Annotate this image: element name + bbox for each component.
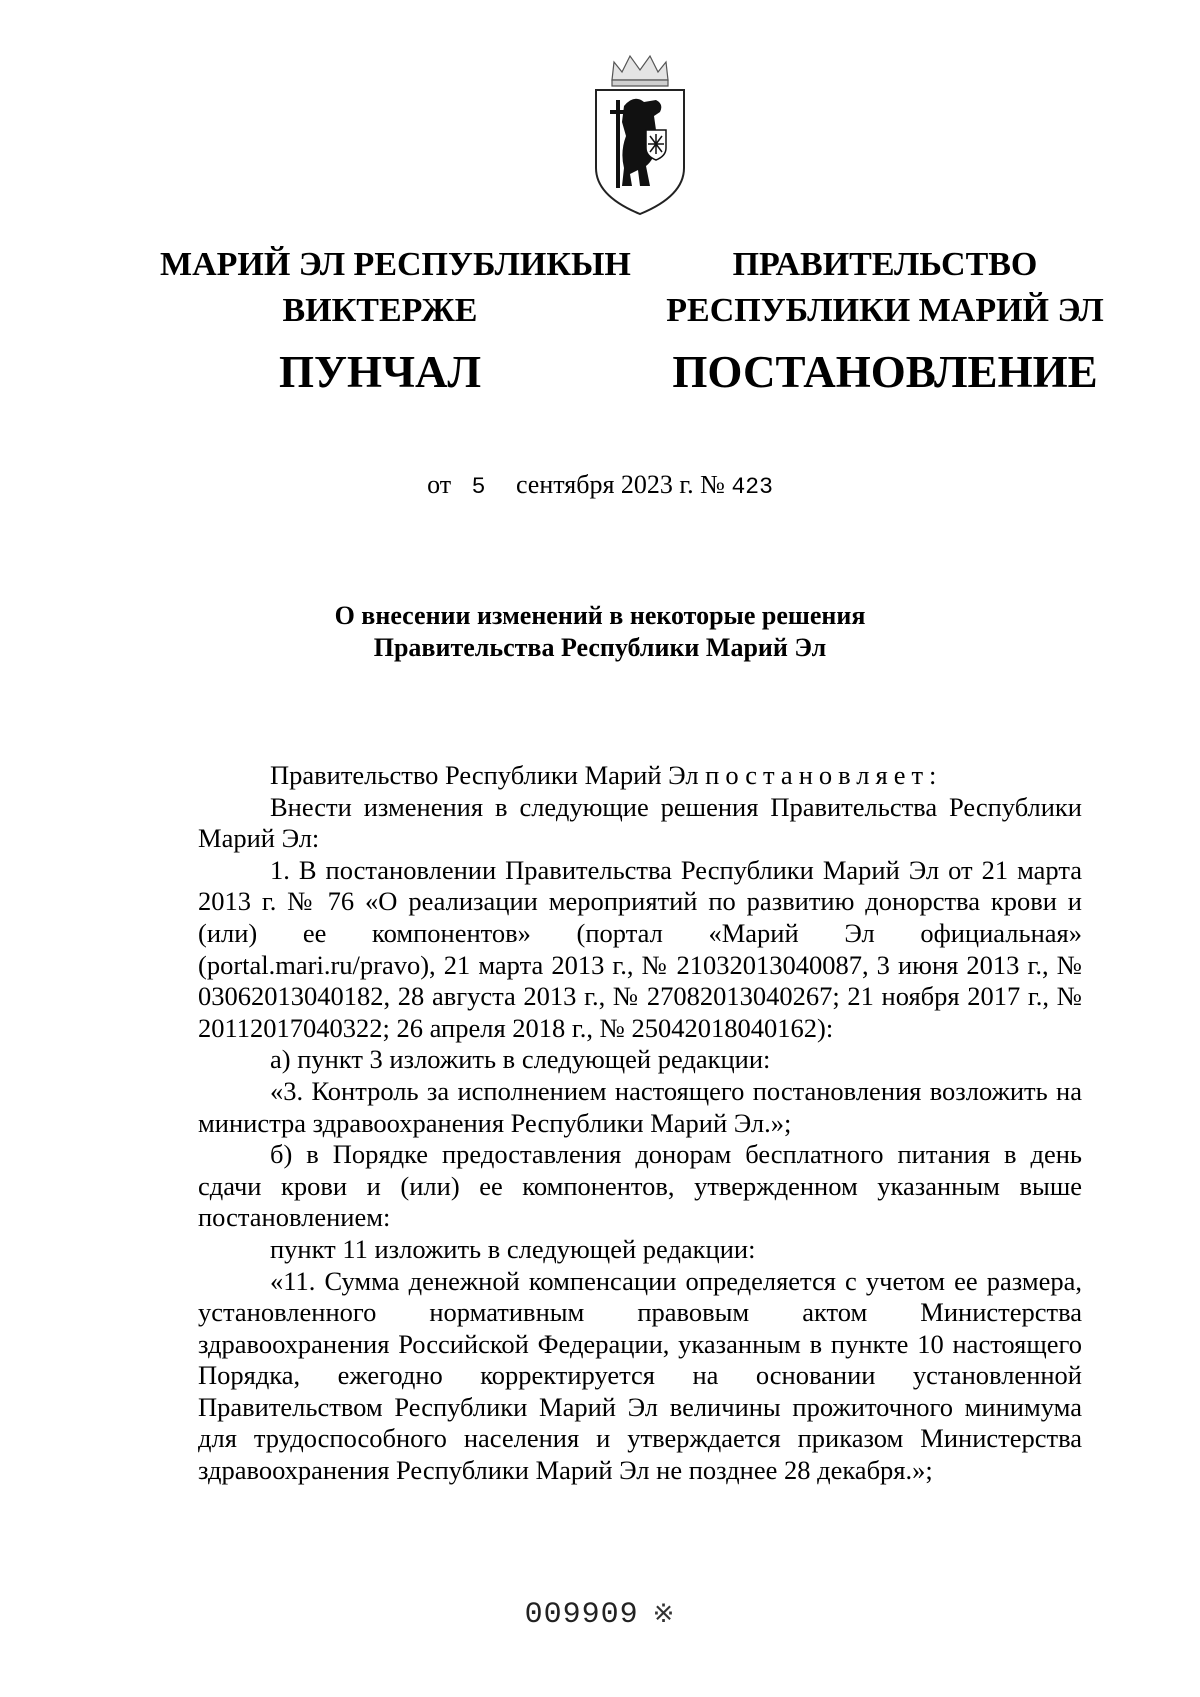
document-title [0, 600, 1200, 664]
paragraph-item-11-text: «11. Сумма денежной компенсации определяется с учетом ее размера, установленного нормативным правовым актом Министерства здравоохранения Российской Федерации, указанным в пункте 10 настоящего Порядка, ежегодно корректируется на основании установленной Правительством Республики Марий Эл величины прожиточного минимума для трудоспособного населения и утверждается приказом Министерства здравоохранения Республики Марий Эл не позднее 28 декабря.»; [198, 1265, 1082, 1486]
dateline-prefix: от [427, 470, 452, 499]
dateline-day: 5 [471, 474, 486, 500]
paragraph-item-a-text: «3. Контроль за исполнением настоящего постановления возложить на министра здравоохранения Республики Марий Эл.»; [198, 1075, 1082, 1138]
header-right-line2: РЕСПУБЛИКИ МАРИЙ ЭЛ [666, 292, 1104, 329]
paragraph-item-1: 1. В постановлении Правительства Республики Марий Эл от 21 марта 2013 г. № 76 «О реализации мероприятий по развитию донорства крови и (или) ее компонентов» (портал «Марий Эл официальная» (portal.mari.ru/pravo), 21 марта 2013 г., № 21032013040087, 3 июня 2013 г., № 03062013040182, 28 августа 2013 г., № 27082013040267; 21 ноября 2017 г., № 20112017040322; 26 апреля 2018 г., № 25042018040162): [198, 854, 1082, 1043]
header-right-line1: ПРАВИТЕЛЬСТВО [732, 246, 1038, 283]
header-left-line2: ВИКТЕРЖЕ [282, 292, 478, 329]
header-left-doc-type: ПУНЧАЛ [278, 347, 482, 397]
footer-mark-icon: ※ [652, 1600, 676, 1630]
dateline-month-year: сентября 2023 г. № [515, 470, 725, 499]
coat-of-arms-icon [584, 48, 696, 218]
paragraph-item-11-intro: пункт 11 изложить в следующей редакции: [270, 1233, 756, 1264]
footer-serial [0, 1598, 1200, 1632]
intro-resolves: постановляет: [705, 760, 943, 790]
paragraph-amend: Внести изменения в следующие решения Правительства Республики Марий Эл: [198, 791, 1082, 854]
serial-number: 009909 [524, 1598, 639, 1632]
header-left-line1: МАРИЙ ЭЛ РЕСПУБЛИКЫН [160, 246, 631, 283]
intro-text: Правительство Республики Марий Эл [270, 760, 706, 790]
title-line2: Правительства Республики Марий Эл [373, 633, 827, 662]
header-left [160, 242, 631, 398]
header-right [660, 242, 1110, 398]
document-dateline [0, 470, 1200, 500]
paragraph-item-a: а) пункт 3 изложить в следующей редакции: [270, 1044, 771, 1075]
dateline-number: 423 [731, 474, 773, 500]
title-line1: О внесении изменений в некоторые решения [334, 601, 866, 630]
document-body [198, 760, 1082, 1487]
paragraph-item-b: б) в Порядке предоставления донорам бесплатного питания в день сдачи крови и (или) ее компонентов, утвержденном указанным выше постановлением: [198, 1139, 1082, 1233]
header-right-doc-type: ПОСТАНОВЛЕНИЕ [672, 347, 1098, 397]
paragraph-intro [198, 760, 1082, 792]
